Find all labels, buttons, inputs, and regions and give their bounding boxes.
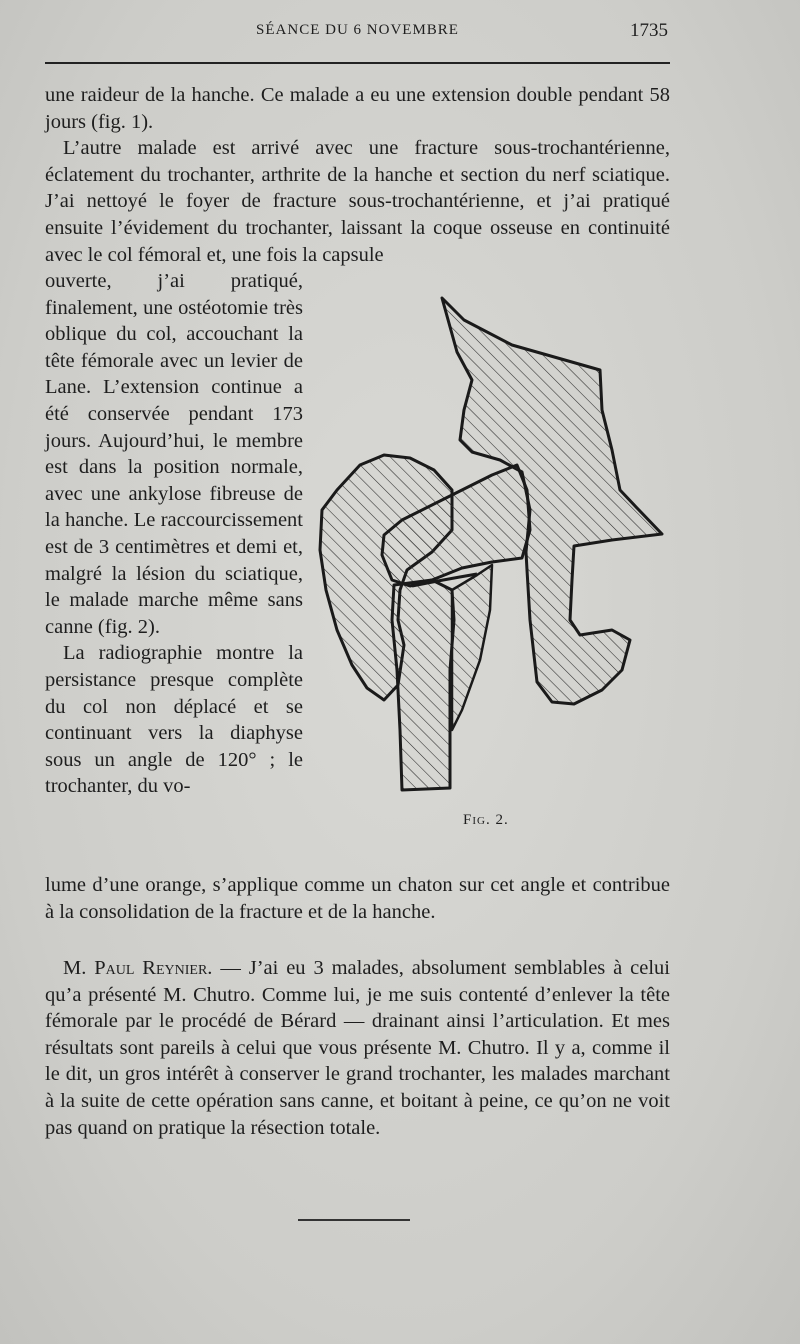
paragraph-2-full-width: L’autre malade est arrivé avec une fracture sous-trochantérienne, éclatement du trochanter, arthrite de la hanche et section du nerf sciatique. J’ai nettoyé le foyer de fracture sous-trochantérienne, et j’ai pratiqué ensuite l’évidement du trochanter, laissant la coque osseuse en continuité avec le col fémoral et, une fois la capsule [45, 137, 670, 266]
text-block-top [45, 82, 670, 268]
paragraph-reynier [45, 955, 670, 1141]
text-block-after-figure [45, 872, 670, 925]
figure-caption: Fig. 2. [463, 812, 509, 828]
text-block-reynier [45, 955, 670, 1141]
figure-hip-diagram [312, 290, 672, 810]
section-end-rule [298, 1219, 410, 1221]
page-number: 1735 [630, 20, 668, 41]
femoral-shaft-shape [392, 580, 454, 790]
paragraph-2-wrapped: ouverte, j’ai pratiqué, finalement, une ostéotomie très oblique du col, accouchant la tête fémorale avec un levier de Lane. L’extension continue a été conservée pendant 173 jours. Aujourd’hui, le membre est dans la position normale, avec une ankylose fibreuse de la hanche. Le raccourcissement est de 3 centimètres et demi et, malgré la lésion du sciatique, le malade marche même sans canne (fig. 2). [45, 270, 303, 638]
paragraph-1: une raideur de la hanche. Ce malade a eu une extension double pendant 58 jours (fig. 1). [45, 84, 670, 133]
header-rule [45, 62, 670, 64]
speaker-name: M. Paul Reynier. [63, 957, 213, 979]
running-title: SÉANCE DU 6 NOVEMBRE [256, 22, 459, 38]
paragraph-3-wrapped: La radiographie montre la persistance presque complète du col non déplacé et se continuant vers la diaphyse sous un angle de 120° ; le trochanter, du vo- [45, 642, 303, 798]
hip-fracture-drawing [312, 290, 672, 810]
reynier-text: — J’ai eu 3 malades, absolument semblables à celui qu’a présenté M. Chutro. Comme lui, je me suis contenté d’enlever la tête fémorale par le procédé de Bérard — drainant ainsi l’articulation. Et mes résultats sont pareils à celui que vous présente M. Chutro. Il y a, comme il le dit, un gros intérêt à conserver le grand trochanter, les malades marchant à la suite de cette opération sans canne, et boitant à peine, ce qu’on ne voit pas quand on pratique la résection totale. [45, 957, 670, 1139]
paragraph-3-tail: lume d’une orange, s’applique comme un chaton sur cet angle et contribue à la consolidation de la fracture et de la hanche. [45, 874, 670, 923]
shaft-fragment-shape [452, 565, 492, 730]
running-head [45, 20, 670, 44]
text-column-beside-figure [45, 268, 303, 800]
